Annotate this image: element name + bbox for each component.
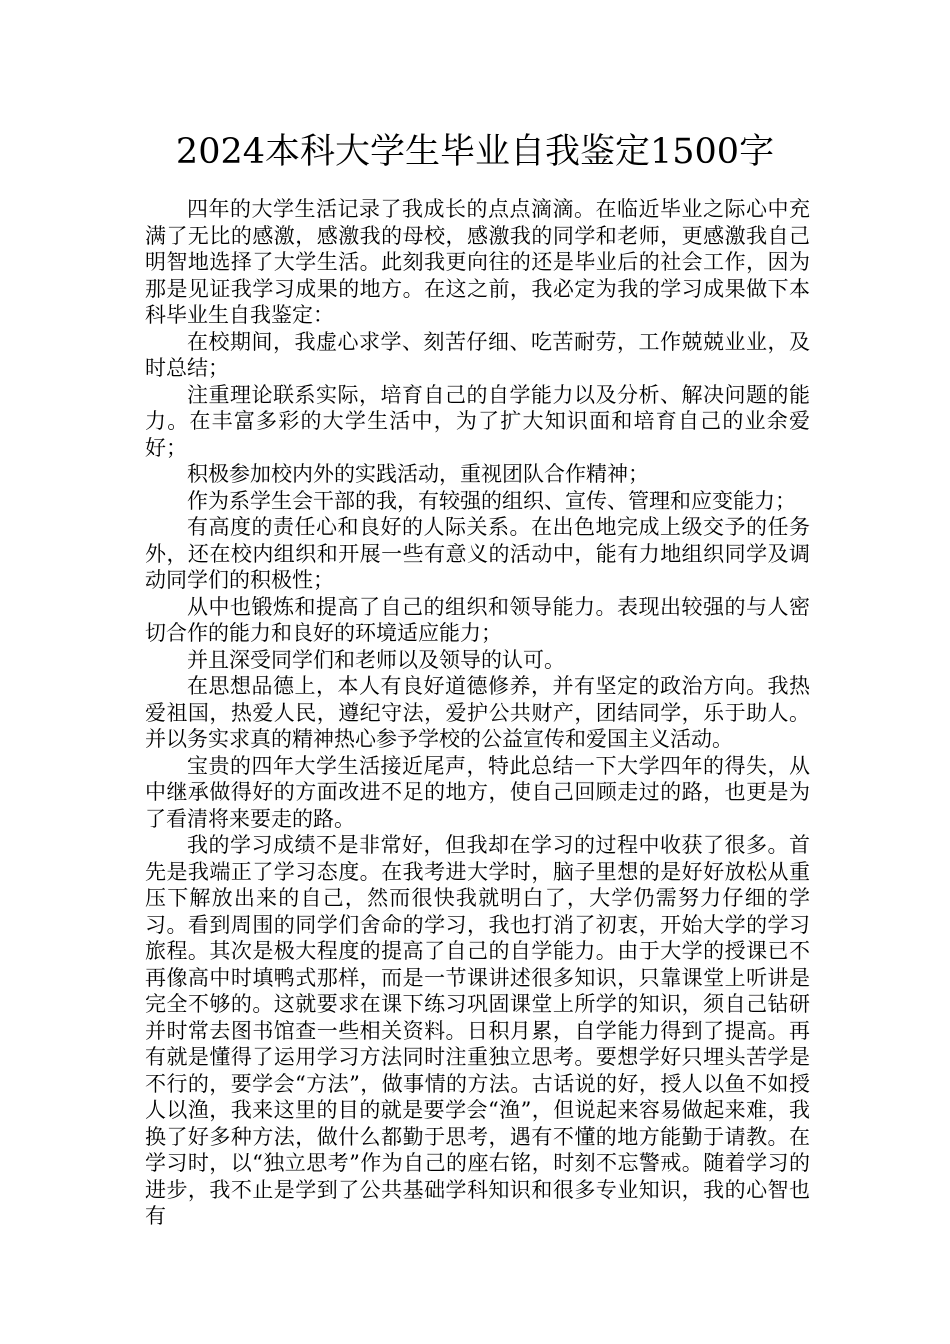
paragraph-morality: 在思想品德上，本人有良好道德修养，并有坚定的政治方向。我热爱祖国，热爱人民，遵纪守法，爱护公共财产，团结同学，乐于助人。并以务实求真的精神热心参予学校的公益宣传和爱国主义活动。 [145,674,810,751]
paragraph-responsibility: 有高度的责任心和良好的人际关系。在出色地完成上级交予的任务外，还在校内组织和开展一些有意义的活动中，能有力地组织同学及调动同学们的积极性； [145,515,810,592]
paragraph-recognition: 并且深受同学们和老师以及领导的认可。 [187,647,565,672]
document-body [145,196,810,1230]
document-title: 2024本科大学生毕业自我鉴定1500字 [175,132,775,172]
paragraph-theory-practice: 注重理论联系实际，培育自己的自学能力以及分析、解决问题的能力。在丰富多彩的大学生活中，为了扩大知识面和培育自己的业余爱好； [145,382,810,460]
paragraph-learning: 我的学习成绩不是非常好，但我却在学习的过程中收获了很多。首先是我端正了学习态度。在我考进大学时，脑子里想的是好好放松从重压下解放出来的自己，然而很快我就明白了，大学仍需努力仔细的学习。看到周围的同学们舍命的学习，我也打消了初衷，开始大学的学习旅程。其次是极大程度的提高了自己的自学能力。由于大学的授课已不再像高中时填鸭式那样，而是一节课讲述很多知识，只靠课堂上听讲是完全不够的。这就要求在课下练习巩固课堂上所学的知识，须自己钻研并时常去图书馆查一些相关资料。日积月累，自学能力得到了提高。再有就是懂得了运用学习方法同时注重独立思考。要想学好只埋头苦学是不行的，要学会“方法”，做事情的方法。古话说的好，授人以鱼不如授人以渔，我来这里的目的就是要学会“渔”，但说起来容易做起来难，我换了好多种方法，做什么都勤于思考，遇有不懂的地方能勤于请教。在学习时，以“独立思考”作为自己的座右铭，时刻不忘警戒。随着学习的进步，我不止是学到了公共基础学科知识和很多专业知识，我的心智也有 [145,833,810,1228]
paragraph-summary: 宝贵的四年大学生活接近尾声，特此总结一下大学四年的得失，从中继承做得好的方面改进不足的地方，使自己回顾走过的路，也更是为了看清将来要走的路。 [145,753,810,831]
paragraph-study-attitude: 在校期间，我虚心求学、刻苦仔细、吃苦耐劳，工作兢兢业业，及时总结； [145,329,810,380]
paragraph-practice-activities: 积极参加校内外的实践活动，重视团队合作精神； [187,462,649,486]
paragraph-leadership: 从中也锻炼和提高了自己的组织和领导能力。表现出较强的与人密切合作的能力和良好的环境适应能力； [145,594,810,645]
paragraph-intro: 四年的大学生活记录了我成长的点点滴滴。在临近毕业之际心中充满了无比的感激，感激我的母校，感激我的同学和老师，更感激我自己明智地选择了大学生活。此刻我更向往的还是毕业后的社会工作，因为那是见证我学习成果的地方。在这之前，我必定为我的学习成果做下本科毕业生自我鉴定： [145,197,810,327]
paragraph-student-union: 作为系学生会干部的我，有较强的组织、宣传、管理和应变能力； [187,488,796,513]
